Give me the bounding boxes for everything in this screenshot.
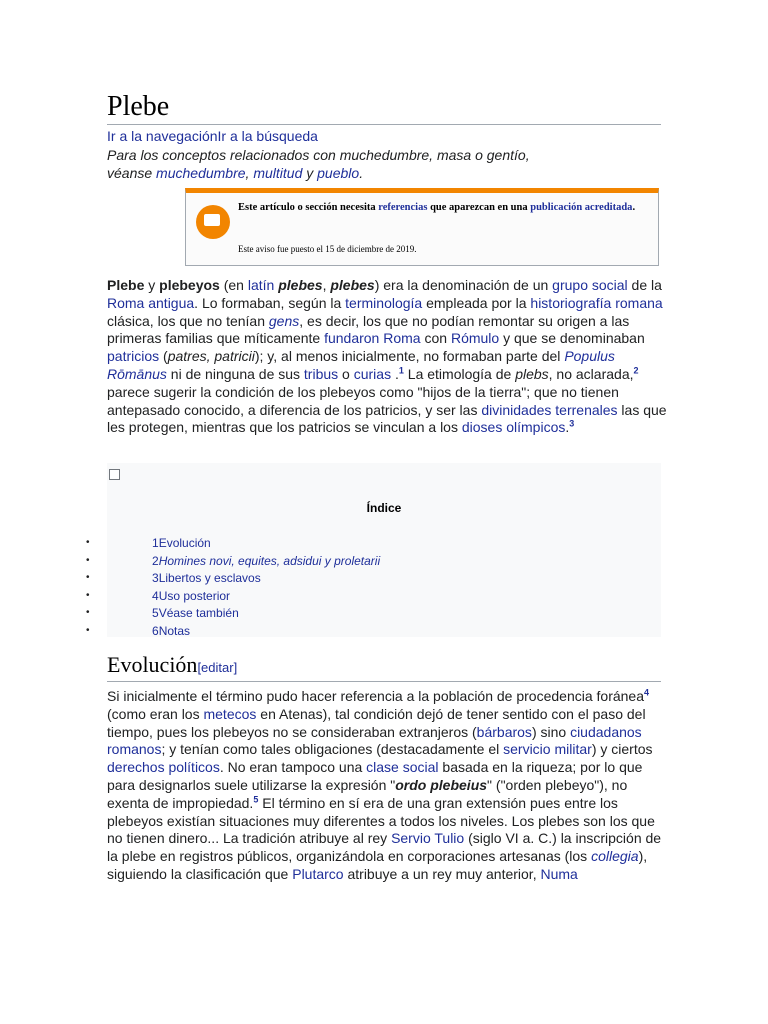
link-metecos[interactable]: metecos [203, 705, 257, 722]
hatnote [107, 146, 667, 182]
toc-item-evolucion[interactable]: 1Evolución [152, 536, 211, 550]
link-curias[interactable]: curias [353, 365, 392, 382]
link-barbaros[interactable]: bárbaros [476, 723, 532, 740]
jump-to-search-link[interactable]: Ir a la búsqueda [217, 128, 318, 144]
jump-to-navigation-link[interactable]: Ir a la navegación [107, 128, 218, 144]
toc-item-homines-novi[interactable]: 2Homines novi, equites, adsidui y proletarii [152, 554, 381, 568]
link-romulo[interactable]: Rómulo [450, 330, 500, 347]
link-numa[interactable]: Numa [540, 865, 578, 882]
link-roma-antigua[interactable]: Roma antigua [107, 294, 195, 311]
ref-5[interactable]: 5 [253, 794, 259, 805]
hatnote-text: . [359, 165, 364, 181]
toc-item-notas[interactable]: 6Notas [152, 624, 191, 638]
toc-title: Índice [366, 501, 402, 515]
link-latin[interactable]: latín [247, 277, 275, 293]
link-patricios[interactable]: patricios [107, 348, 160, 365]
link-referencias[interactable]: referencias [378, 202, 428, 213]
hatnote-line1: Para los conceptos relacionados con muchedumbre, masa o gentío, [107, 147, 530, 163]
toc-item-vease-tambien[interactable]: 5Véase también [152, 606, 239, 620]
link-divinidades-terrenales[interactable]: divinidades terrenales [481, 401, 618, 418]
link-derechos-politicos[interactable]: derechos políticos [107, 759, 220, 776]
jump-links [107, 127, 318, 145]
link-gens[interactable]: gens [268, 312, 300, 329]
link-historiografia-romana[interactable]: historiografía romana [530, 294, 663, 311]
toc-bullet: • [86, 572, 90, 583]
toc-bullet: • [86, 625, 90, 636]
hatnote-text: véanse [107, 165, 157, 181]
ref-3[interactable]: 3 [569, 418, 575, 429]
link-clase-social[interactable]: clase social [366, 759, 439, 776]
ref-2[interactable]: 2 [633, 365, 639, 376]
toc-bullet: • [86, 590, 90, 601]
hatnote-text: y [302, 165, 318, 181]
title-rule [107, 124, 661, 125]
notice-text: Este artículo o sección necesita referencias que aparezcan en una publicación acreditada. [238, 202, 636, 213]
link-fundaron-roma[interactable]: fundaron Roma [324, 330, 421, 347]
toc-bullet: • [86, 607, 90, 618]
link-dioses-olimpicos[interactable]: dioses olímpicos [461, 419, 566, 436]
hatnote-text: , [245, 165, 254, 181]
link-grupo-social[interactable]: grupo social [552, 277, 628, 293]
link-servio-tulio[interactable]: Servio Tulio [391, 830, 465, 847]
book-icon [196, 205, 230, 239]
notice-date: Este aviso fue puesto el 15 de diciembre de 2019. [238, 244, 417, 254]
toc-toggle-checkbox[interactable] [109, 469, 120, 480]
link-collegia[interactable]: collegia [591, 848, 639, 865]
link-multitud[interactable]: multitud [253, 165, 303, 181]
ref-4[interactable]: 4 [644, 687, 650, 698]
page-title: Plebe [107, 91, 170, 122]
link-plutarco[interactable]: Plutarco [292, 865, 344, 882]
toc-bullet: • [86, 555, 90, 566]
toc-item-libertos[interactable]: 3Libertos y esclavos [152, 571, 261, 585]
intro-paragraph: Plebe y plebeyos (en latín plebes, plebes) era la denominación de un grupo social de la Roma antigua. Lo formaban, según la terminología empleada por la historiografía romana clásica, los que no tenían gens, es decir, los que no podían remontar su origen a las primeras familias que míticamente fundaron Roma con Rómulo y que se denominaban patricios (patres, patricii); y, al menos inicialmente, no formaban parte del Populus Rōmānus ni de ninguna de sus tribus o curias .$^1$ La etimología de plebs, no aclarada,$^2$ parece sugerir la condición de los plebeyos como "hijos de la tierra"; que no tienen antepasado conocido, a diferencia de los patricios, y ser las divinidades terrenales las que les protegen, mientras que los patricios se vinculan a los dioses olímpicos.$^3$ [107, 277, 667, 436]
toc-bullet: • [86, 537, 90, 548]
link-publicacion-acreditada[interactable]: publicación acreditada [530, 202, 633, 213]
references-notice-box [185, 188, 659, 266]
link-terminologia[interactable]: terminología [345, 294, 423, 311]
link-servicio-militar[interactable]: servicio militar [503, 741, 592, 758]
link-pueblo[interactable]: pueblo [317, 165, 360, 181]
edit-section-link[interactable]: [editar] [197, 660, 238, 675]
evolucion-paragraph: Si inicialmente el término pudo hacer referencia a la población de procedencia foránea$^4$ (como eran los metecos en Atenas), tal condición dejó de tener sentido con el paso del tiempo, pues los plebeyos no se consideraban extranjeros (bárbaros) sino ciudadanos romanos; y tenían como tales obligaciones (destacadamente el servicio militar) y ciertos derechos políticos. No eran tampoco una clase social basada en la riqueza; por lo que para designarlos suele utilizarse la expresión "ordo plebeius" ("orden plebeyo"), no exenta de impropiedad.$^5$ El término en sí era de una gran extensión pues entre los plebeyos existían situaciones muy diferentes a todos los niveles. Los plebes son los que no tienen dinero... La tradición atribuye al rey Servio Tulio (siglo VI a. C.) la inscripción de la plebe en registros públicos, organizándola en corporaciones artesanas (los collegia), siguiendo la clasificación que Plutarco atribuye a un rey muy anterior, Numa [107, 687, 662, 882]
section-heading-evolucion: Evolución[editar] [107, 652, 238, 677]
section-rule [107, 681, 661, 682]
link-muchedumbre[interactable]: muchedumbre [156, 165, 246, 181]
link-populus-romanus[interactable]: Populus Rōmānus [107, 348, 615, 382]
link-ciudadanos-romanos[interactable]: ciudadanos romanos [107, 723, 642, 758]
toc-item-uso-posterior[interactable]: 4Uso posterior [152, 589, 231, 603]
ref-1[interactable]: 1 [398, 365, 404, 376]
link-tribus[interactable]: tribus [303, 365, 339, 382]
